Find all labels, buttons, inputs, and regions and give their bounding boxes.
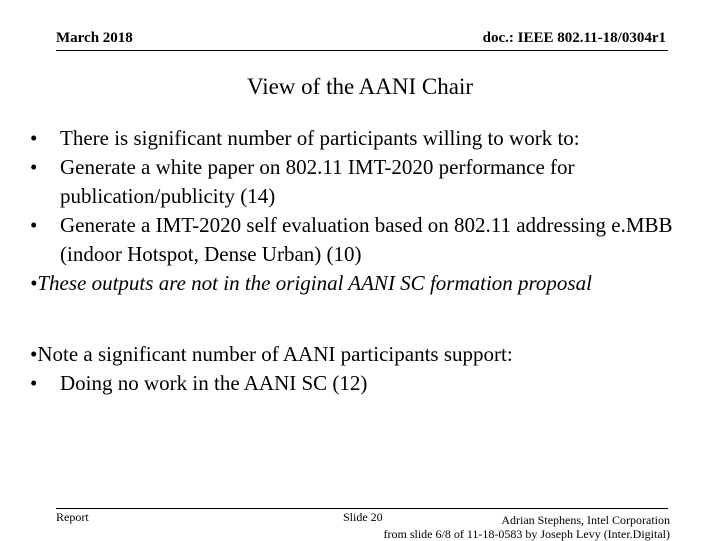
footer-attribution (384, 513, 671, 541)
italic-note-text: These outputs are not in the original AANI SC formation proposal (37, 271, 592, 295)
bullet-dot: • (30, 371, 38, 395)
header-date: March 2018 (56, 30, 133, 46)
bullet-dot: • (30, 126, 38, 150)
italic-note (30, 269, 700, 298)
bullet-text: Doing no work in the AANI SC (12) (60, 371, 368, 395)
bullet-item (30, 124, 700, 153)
bullet-item (30, 369, 700, 398)
footer-slide-number: Slide 20 (343, 510, 383, 524)
footer-divider (56, 508, 668, 509)
bullet-item (30, 153, 700, 211)
bullet-text: Generate a IMT-2020 self evaluation based on 802.11 addressing e.MBB (indoor Hotspot, Dense Urban) (10) (60, 213, 673, 266)
spacer (30, 298, 700, 340)
footer-source: from slide 6/8 of 11-18-0583 by Joseph Levy (Inter.Digital) (383, 527, 670, 541)
bullet-dot: • (30, 271, 38, 295)
footer-report-label: Report (56, 510, 89, 524)
bullet-dot: • (30, 155, 38, 179)
bullet-dot: • (30, 342, 38, 366)
bullet-item (30, 211, 700, 269)
bullet-text: There is significant number of participants willing to work to: (60, 126, 580, 150)
slide-body (30, 124, 700, 398)
note-text: Note a significant number of AANI participants support: (37, 342, 513, 366)
slide-title: View of the AANI Chair (246, 74, 473, 99)
header-doc-id: doc.: IEEE 802.11-18/0304r1 (482, 30, 666, 46)
header-divider (56, 50, 668, 51)
bullet-text: Generate a white paper on 802.11 IMT-2020 performance for publication/publicity (14) (60, 155, 575, 208)
footer-author: Adrian Stephens, Intel Corporation (501, 513, 670, 527)
bullet-dot: • (30, 213, 38, 237)
note-line (30, 340, 700, 369)
